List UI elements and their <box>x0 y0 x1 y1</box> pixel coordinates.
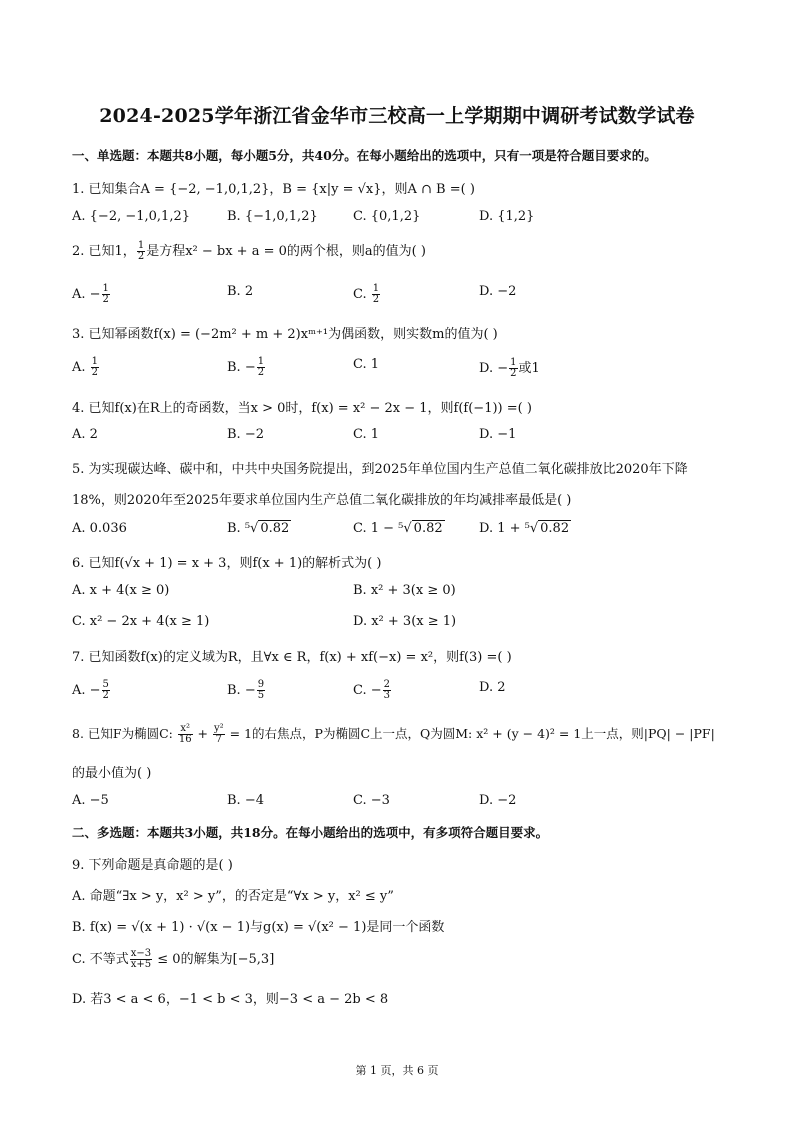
question-4-options <box>72 427 732 449</box>
q2-c-num: 1 <box>372 283 380 294</box>
q3-d-fraction <box>509 358 517 379</box>
question-2-options <box>72 284 732 306</box>
q7-b-pre: B. − <box>227 683 256 698</box>
q8-option-b: B. −4 <box>227 793 264 808</box>
q3-b-fraction <box>257 357 265 378</box>
q2-fraction <box>137 241 145 262</box>
q2-a-den: 2 <box>102 294 109 305</box>
question-7-options <box>72 680 732 702</box>
q9-c-den: x+5 <box>130 959 152 970</box>
q8-mid: + <box>193 726 212 741</box>
q6-option-b: B. x² + 3(x ≥ 0) <box>353 583 456 598</box>
q8-frac-y-num: y² <box>213 723 224 734</box>
q5-option-a: A. 0.036 <box>72 521 127 536</box>
q6-option-d: D. x² + 3(x ≥ 1) <box>353 614 457 629</box>
q5-c-radicand: 0.82 <box>413 521 443 536</box>
q5-d-radicand: 0.82 <box>540 521 570 536</box>
q9-c-pre: C. 不等式 <box>72 952 129 967</box>
question-6-options-row-1 <box>72 583 732 605</box>
q8-option-d: D. −2 <box>479 793 517 808</box>
q7-a-pre: A. − <box>72 683 101 698</box>
q7-b-fraction <box>257 680 265 701</box>
q9-option-c <box>72 948 274 970</box>
question-5-line-1: 5. 为实现碳达峰、碳中和，中共中央国务院提出，到2025年单位国内生产总值二氧化碳排放比2020年下降 <box>72 462 688 477</box>
q9-c-num: x−3 <box>130 948 152 959</box>
q4-option-b: B. −2 <box>227 427 264 442</box>
q1-option-b: B. {−1,0,1,2} <box>227 209 318 224</box>
section-multi-choice-header: 二、多选题：本题共3小题，共18分。在每小题给出的选项中，有多项符合题目要求。 <box>72 825 549 840</box>
q5-d-pre: D. 1 + ⁵√ <box>479 521 539 536</box>
q5-c-pre: C. 1 − ⁵√ <box>353 521 412 536</box>
question-1-options <box>72 209 732 231</box>
q3-d-den: 2 <box>510 368 517 379</box>
q3-a-fraction <box>91 357 99 378</box>
q3-d-num: 1 <box>510 357 517 368</box>
q2-option-b: B. 2 <box>227 284 254 299</box>
q3-d-pre: D. − <box>479 361 509 376</box>
q7-c-fraction <box>383 680 391 701</box>
q8-post: = 1的右焦点，P为椭圆C上一点，Q为圆M: x² + (y − 4)² = 1上一点，则|PQ| − |PF| <box>225 726 715 741</box>
q7-option-a <box>72 680 111 701</box>
q2-frac-num: 1 <box>137 240 145 251</box>
q7-a-fraction <box>102 680 110 701</box>
q2-text-pre: 2. 已知1， <box>72 244 136 259</box>
q1-option-c: C. {0,1,2} <box>353 209 421 224</box>
q7-option-d: D. 2 <box>479 680 506 695</box>
question-5-line-2: 18%，则2020年至2025年要求单位国内生产总值二氧化碳排放的年均减排率最低是( ) <box>72 493 572 508</box>
q5-option-c <box>353 521 445 536</box>
q2-a-pre: A. − <box>72 287 101 302</box>
q3-a-num: 1 <box>91 356 99 367</box>
q3-a-pre: A. <box>72 360 90 375</box>
section-single-choice-header: 一、单选题：本题共8小题，每小题5分，共40分。在每小题给出的选项中，只有一项是符合题目要求的。 <box>72 148 657 163</box>
question-8-line-2: 的最小值为( ) <box>72 766 152 781</box>
q8-option-a: A. −5 <box>72 793 109 808</box>
q3-d-post: 或1 <box>518 361 540 376</box>
question-6: 6. 已知f(√x + 1) = x + 3，则f(x + 1)的解析式为( ) <box>72 556 382 571</box>
q2-c-fraction <box>372 284 380 305</box>
q8-fraction-y <box>213 724 225 745</box>
question-8-line-1 <box>72 724 715 745</box>
q2-option-a <box>72 284 111 305</box>
q8-fraction-x <box>178 724 193 745</box>
q2-a-fraction <box>102 284 110 305</box>
q2-c-den: 2 <box>372 294 380 305</box>
q2-option-d: D. −2 <box>479 284 517 299</box>
q5-option-b <box>227 521 291 536</box>
question-4: 4. 已知f(x)在R上的奇函数，当x > 0时，f(x) = x² − 2x − 1，则f(f(−1)) =( ) <box>72 401 532 416</box>
q3-b-den: 2 <box>257 367 265 378</box>
q3-option-b <box>227 357 266 378</box>
q3-b-pre: B. − <box>227 360 256 375</box>
q9-option-a: A. 命题“∃x > y，x² > y”，的否定是“∀x > y，x² ≤ y” <box>72 889 394 904</box>
q4-option-a: A. 2 <box>72 427 98 442</box>
q9-option-b: B. f(x) = √(x + 1) · √(x − 1)与g(x) = √(x² − 1)是同一个函数 <box>72 920 445 935</box>
q7-a-num: 5 <box>102 679 109 690</box>
page-title: 2024-2025学年浙江省金华市三校高一上学期期中调研考试数学试卷 <box>99 105 695 127</box>
q5-option-d <box>479 521 571 536</box>
q7-option-c <box>353 680 392 701</box>
q7-b-num: 9 <box>257 679 265 690</box>
question-6-options-row-2 <box>72 614 732 636</box>
question-7: 7. 已知函数f(x)的定义域为R，且∀x ∈ R，f(x) + xf(−x) = x²，则f(3) =( ) <box>72 650 512 665</box>
question-3-options <box>72 357 732 379</box>
q2-text-post: 是方程x² − bx + a = 0的两个根，则a的值为( ) <box>146 244 426 259</box>
q9-c-post: ≤ 0的解集为[−5,3] <box>153 952 275 967</box>
q7-b-den: 5 <box>257 690 265 701</box>
q2-option-c <box>353 284 381 305</box>
q7-a-den: 2 <box>102 690 109 701</box>
q3-option-c: C. 1 <box>353 357 380 372</box>
q3-b-num: 1 <box>257 356 265 367</box>
q8-pre: 8. 已知F为椭圆C: <box>72 726 177 741</box>
q1-option-a: A. {−2, −1,0,1,2} <box>72 209 190 224</box>
q7-c-pre: C. − <box>353 683 382 698</box>
q3-a-den: 2 <box>91 367 99 378</box>
question-2 <box>72 240 426 262</box>
question-9: 9. 下列命题是真命题的是( ) <box>72 858 233 873</box>
page-footer: 第 1 页，共 6 页 <box>355 1064 439 1077</box>
q8-option-c: C. −3 <box>353 793 390 808</box>
question-8-options <box>72 793 732 815</box>
q2-c-pre: C. <box>353 287 371 302</box>
question-5-options <box>72 521 732 543</box>
question-1: 1. 已知集合A = {−2, −1,0,1,2}，B = {x|y = √x}，则A ∩ B =( ) <box>72 182 475 197</box>
q6-option-a: A. x + 4(x ≥ 0) <box>72 583 170 598</box>
q9-option-d: D. 若3 < a < 6，−1 < b < 3，则−3 < a − 2b < 8 <box>72 992 389 1007</box>
q1-option-d: D. {1,2} <box>479 209 535 224</box>
q3-option-d <box>479 357 540 379</box>
q8-frac-x-num: x² <box>178 724 193 735</box>
q8-frac-y-den: 7 <box>215 734 222 745</box>
q3-option-a <box>72 357 100 378</box>
q9-c-fraction <box>130 949 152 970</box>
q4-option-c: C. 1 <box>353 427 380 442</box>
question-3: 3. 已知幂函数f(x) = (−2m² + m + 2)xᵐ⁺¹为偶函数，则实数m的值为( ) <box>72 327 498 342</box>
q4-option-d: D. −1 <box>479 427 517 442</box>
q7-c-num: 2 <box>383 679 391 690</box>
q8-frac-x-den: 16 <box>178 734 192 745</box>
q7-option-b <box>227 680 266 701</box>
q5-b-radicand: 0.82 <box>260 521 290 536</box>
q5-b-pre: B. ⁵√ <box>227 521 259 536</box>
q6-option-c: C. x² − 2x + 4(x ≥ 1) <box>72 614 210 629</box>
q2-a-num: 1 <box>102 283 109 294</box>
q7-c-den: 3 <box>383 690 391 701</box>
q2-frac-den: 2 <box>137 251 145 262</box>
